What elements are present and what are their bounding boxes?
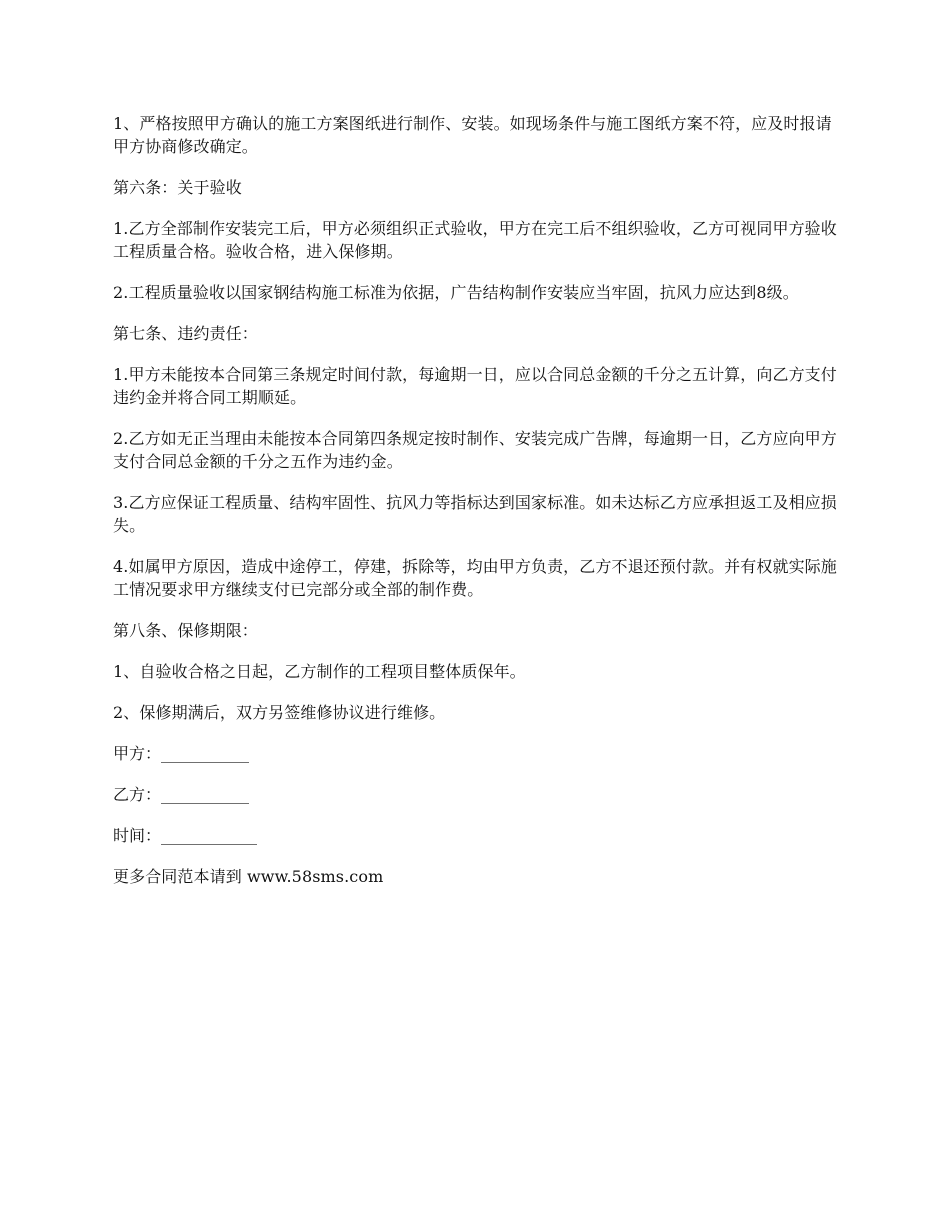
clause-text: 2.乙方如无正当理由未能按本合同第四条规定按时制作、安装完成广告牌，每逾期一日，乙方应向甲方支付合同总金额的千分之五作为违约金。: [113, 429, 837, 471]
clause-text: 2.工程质量验收以国家钢结构施工标准为依据，广告结构制作安装应当牢固，抗风力应达到8级。: [113, 283, 799, 302]
clause-text: 1、自验收合格之日起，乙方制作的工程项目整体质保年。: [113, 662, 526, 681]
clause-text: 1.甲方未能按本合同第三条规定时间付款，每逾期一日，应以合同总金额的千分之五计算，向乙方支付违约金并将合同工期顺延。: [113, 365, 837, 407]
clause-text: 1、严格按照甲方确认的施工方案图纸进行制作、安装。如现场条件与施工图纸方案不符，应及时报请甲方协商修改确定。: [113, 114, 832, 156]
date-signature-line: 时间：____________: [113, 826, 258, 845]
section-heading: 第七条、违约责任：: [113, 324, 258, 343]
footer-note: 更多合同范本请到 www.58sms.com: [113, 867, 384, 886]
clause-text: 2、保修期满后，双方另签维修协议进行维修。: [113, 703, 446, 722]
section-heading: 第八条、保修期限：: [113, 621, 258, 640]
clause-text: 3.乙方应保证工程质量、结构牢固性、抗风力等指标达到国家标准。如未达标乙方应承担返工及相应损失。: [113, 493, 837, 535]
clause-text: 4.如属甲方原因，造成中途停工，停建，拆除等，均由甲方负责，乙方不退还预付款。并有权就实际施工情况要求甲方继续支付已完部分或全部的制作费。: [113, 557, 837, 599]
clause-text: 1.乙方全部制作安装完工后，甲方必须组织正式验收，甲方在完工后不组织验收，乙方可视同甲方验收工程质量合格。验收合格，进入保修期。: [113, 219, 837, 261]
party-a-signature-line: 甲方：___________: [113, 744, 250, 763]
party-b-signature-line: 乙方：___________: [113, 785, 250, 804]
section-heading: 第六条：关于验收: [113, 178, 242, 197]
